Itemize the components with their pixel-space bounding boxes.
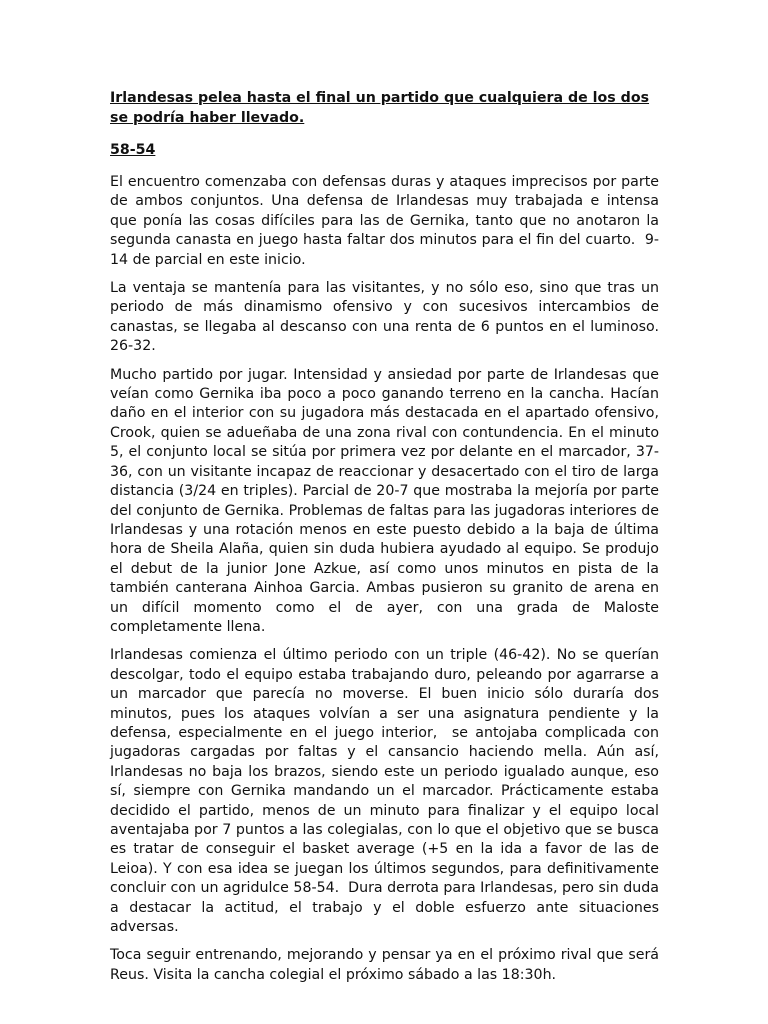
paragraph-3: Mucho partido por jugar. Intensidad y ansiedad por parte de Irlandesas que veían como Gernika iba poco a poco ganando terreno en la cancha. Hacían daño en el interior con su jugadora más destacada en el apartado ofensivo, Crook, quien se adueñaba de una zona rival con contundencia. En el minuto 5, el conjunto local se sitúa por primera vez por delante en el marcador, 37-36, con un visitante incapaz de reaccionar y desacertado con el tiro de larga distancia (3/24 en triples). Parcial de 20-7 que mostraba la mejoría por parte del conjunto de Gernika. Problemas de faltas para las jugadoras interiores de Irlandesas y una rotación menos en este puesto debido a la baja de última hora de Sheila Alaña, quien sin duda hubiera ayudado al equipo. Se produjo el debut de la junior Jone Azkue, así como unos minutos en pista de la también canterana Ainhoa Garcia. Ambas pusieron su granito de arena en un difícil momento como el de ayer, con una grada de Maloste completamente llena. <box>110 366 664 635</box>
paragraph-4: Irlandesas comienza el último periodo con un triple (46-42). No se querían descolgar, todo el equipo estaba trabajando duro, peleando por agarrarse a un marcador que parecía no moverse. El buen inicio sólo duraría dos minutos, pues los ataques volvían a ser una asignatura pendiente y la defensa, especialmente en el juego interior, se antojaba complicada con jugadoras cargadas por faltas y el cansancio haciendo mella. Aún así, Irlandesas no baja los brazos, siendo este un periodo igualado aunque, eso sí, siempre con Gernika mandando un el marcador. Prácticamente estaba decidido el partido, menos de un minuto para finalizar y el equipo local aventajaba por 7 puntos a las colegialas, con lo que el objetivo que se busca es tratar de conseguir el basket average (+5 en la ida a favor de las de Leioa). Y con esa idea se juegan los últimos segundos, para definitivamente concluir con un agridulce 58-54. Dura derrota para Irlandesas, pero sin duda a destacar la actitud, el trabajo y el doble esfuerzo ante situaciones adversas. <box>110 647 664 936</box>
final-score: 58-54 <box>110 142 156 158</box>
paragraph-1: El encuentro comenzaba con defensas duras y ataques imprecisos por parte de ambos conjuntos. Una defensa de Irlandesas muy trabajada e intensa que ponía las cosas difíciles para las de Gernika, tanto que no anotaron la segunda canasta en juego hasta faltar dos minutos para el fin del cuarto. 9-14 de parcial en este inicio. <box>110 174 664 268</box>
paragraph-5: Toca seguir entrenando, mejorando y pensar ya en el próximo rival que será Reus. Visita la cancha colegial el próximo sábado a las 18:30h. <box>110 947 664 983</box>
document-page <box>110 88 664 994</box>
paragraph-2: La ventaja se mantenía para las visitantes, y no sólo eso, sino que tras un periodo de más dinamismo ofensivo y con sucesivos intercambios de canastas, se llegaba al descanso con una renta de 6 puntos en el luminoso. 26-32. <box>110 280 664 355</box>
article-title: Irlandesas pelea hasta el final un partido que cualquiera de los dos se podría haber llevado. <box>110 90 650 126</box>
